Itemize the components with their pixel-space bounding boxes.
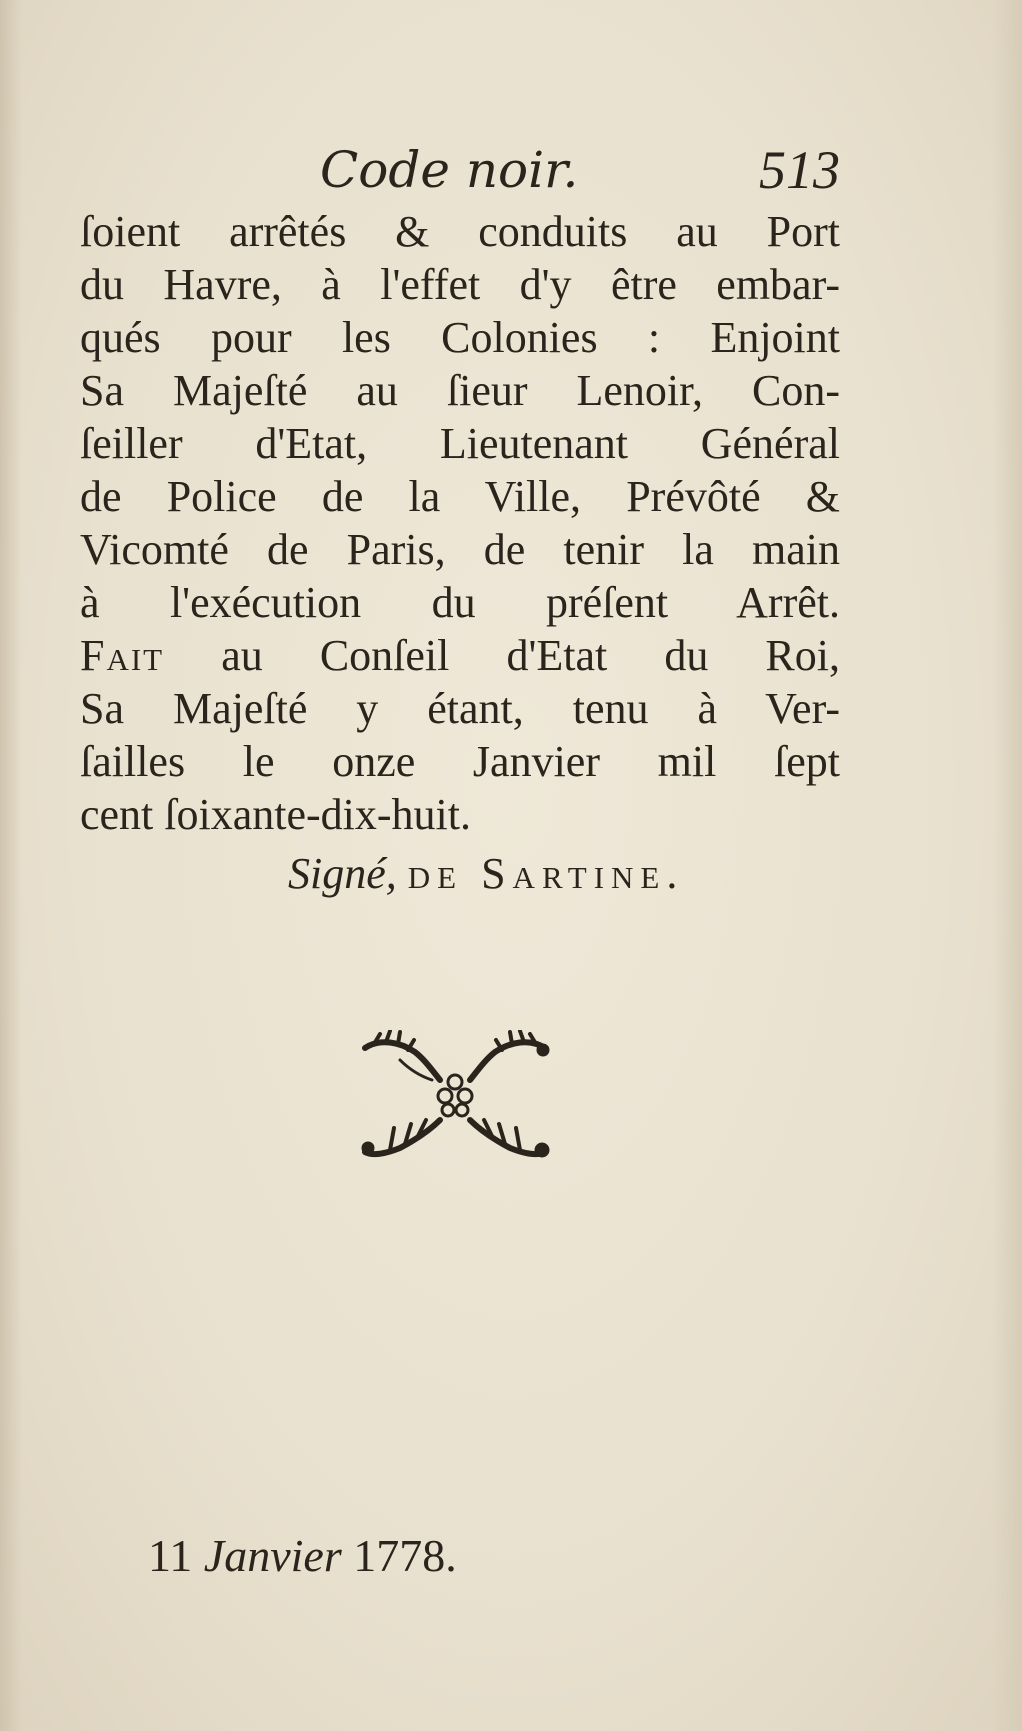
text-line: Vicomté de Paris, de tenir la main (80, 525, 840, 574)
fait-word: Fait (80, 631, 165, 680)
text-line: à l'exécution du préſent Arrêt. (80, 578, 840, 627)
body-text (80, 205, 840, 841)
signature-name: de Sartine. (407, 849, 685, 898)
footer-month: Janvier (203, 1530, 342, 1581)
signature-label: Signé, (288, 849, 397, 898)
text-line: ſeiller d'Etat, Lieutenant Général (80, 419, 840, 468)
signature (288, 847, 684, 900)
text-line: Sa Majeſté au ſieur Lenoir, Con- (80, 366, 840, 415)
running-title: Code noir. (320, 141, 579, 199)
footer-year: 1778. (353, 1530, 457, 1581)
footer-day: 11 (148, 1530, 193, 1581)
fleuron-ornament-icon (360, 1030, 550, 1170)
text-line-fait (80, 629, 840, 682)
text-line: ſoient arrêtés & conduits au Port (80, 207, 840, 256)
page-number: 513 (759, 140, 840, 200)
text-line: qués pour les Colonies : Enjoint (80, 313, 840, 362)
text-line: Sa Majeſté y étant, tenu à Ver- (80, 684, 840, 733)
text-line: du Havre, à l'effet d'y être embar- (80, 260, 840, 309)
text-line-rest: au Conſeil d'Etat du Roi, (221, 631, 841, 680)
running-head (80, 140, 840, 200)
text-line: de Police de la Ville, Prévôté & (80, 472, 840, 521)
footer-date (148, 1528, 457, 1584)
text-line: ſailles le onze Janvier mil ſept (80, 737, 840, 786)
text-line: cent ſoixante-dix-huit. (80, 790, 471, 839)
